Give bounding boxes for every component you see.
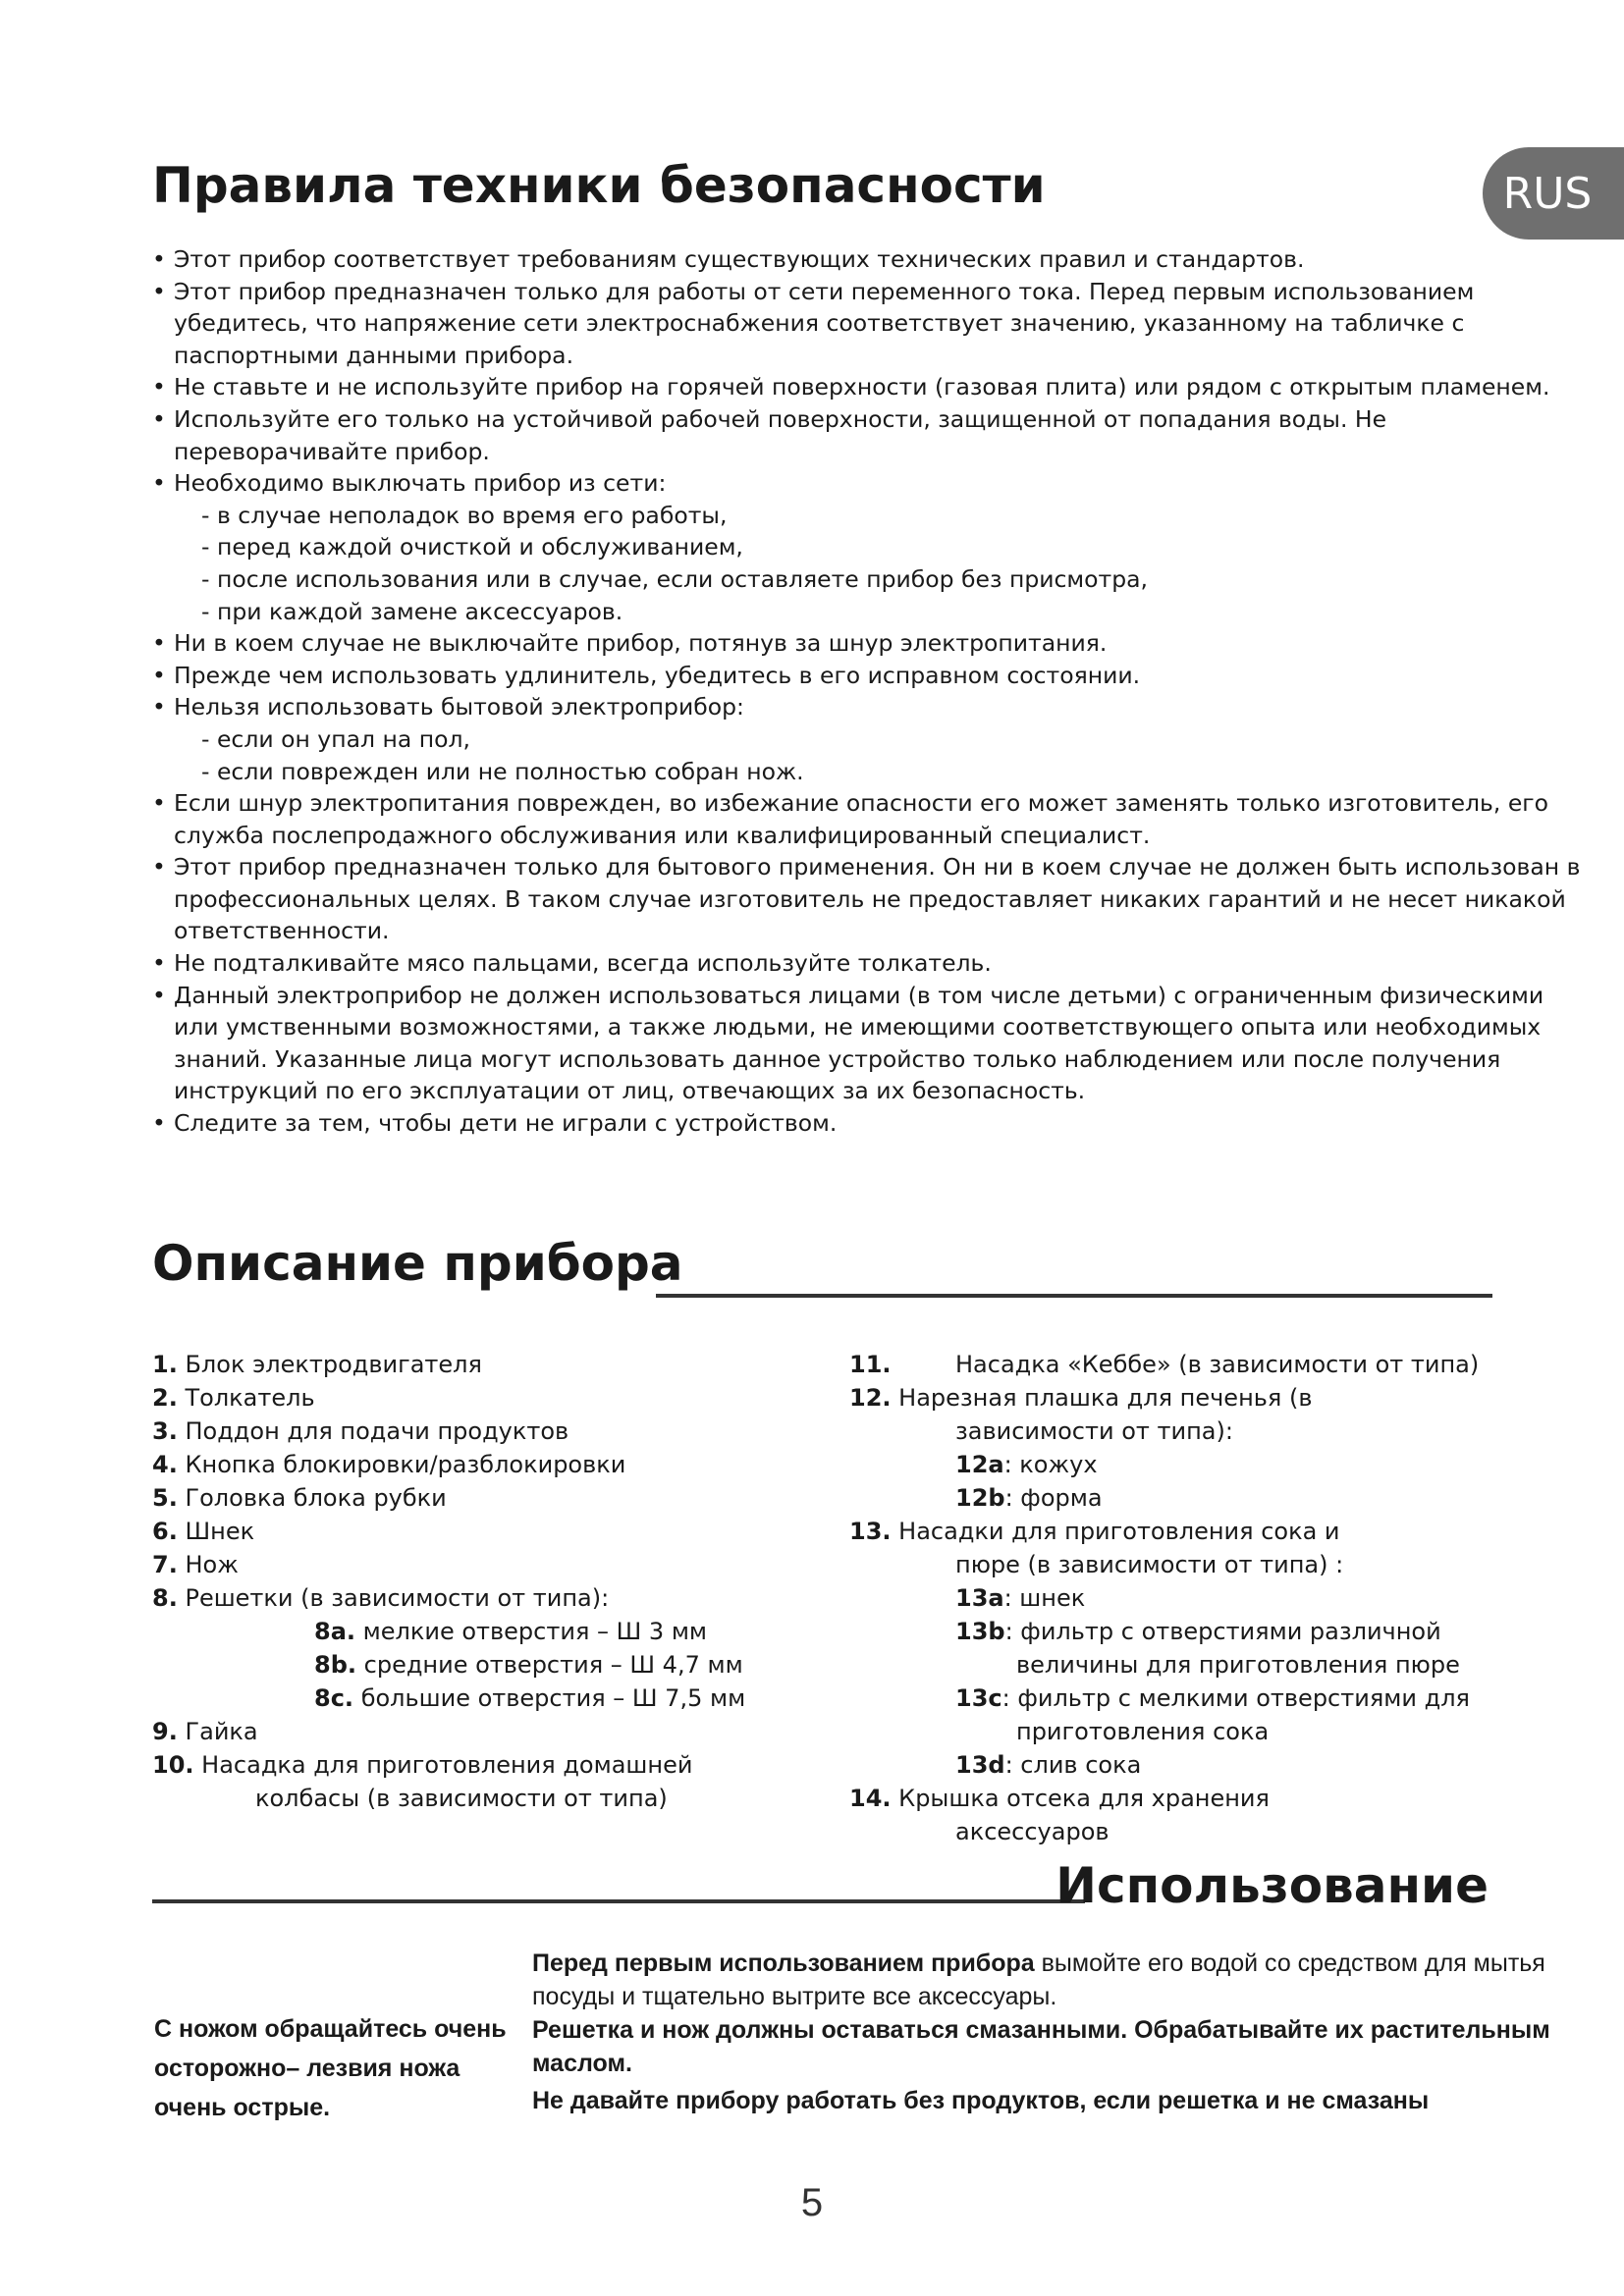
part-item-14: 14. Крышка отсека для хранения — [849, 1785, 1270, 1812]
safety-sub-item: - при каждой замене аксессуаров. — [201, 597, 623, 625]
safety-bullet-text: Этот прибор предназначен только для бытового применения. Он ни в коем случае не должен быть использован в профессиональных целях. В таком случае изготовитель не предоставляет никаких гарантий и не несет никакой ответственности. — [174, 853, 1581, 945]
safety-bullet-text: Нельзя использовать бытовой электроприбор: — [174, 693, 744, 721]
safety-bullet-text: Прежде чем использовать удлинитель, убедитесь в его исправном состоянии. — [174, 661, 1141, 689]
safety-bullet — [152, 851, 1596, 947]
part-item-6: 6. Шнек — [152, 1518, 255, 1545]
safety-bullet — [152, 787, 1596, 851]
safety-bullet — [152, 947, 1596, 980]
part-item-13: 13. Насадки для приготовления сока и — [849, 1518, 1340, 1545]
safety-bullet — [152, 980, 1596, 1107]
safety-bullet — [152, 276, 1596, 372]
description-title-rule — [656, 1294, 1492, 1298]
usage-paragraph-3: Не давайте прибору работать без продуктов, если решетка и не смазаны — [532, 2087, 1430, 2114]
safety-sub-item: - перед каждой очисткой и обслуживанием, — [201, 533, 743, 561]
part-item-8a: 8a. мелкие отверстия – Ш 3 мм — [314, 1618, 708, 1645]
part-item-11: 11. Насадка «Кеббе» (в зависимости от типа) — [849, 1351, 1480, 1378]
part-item-14-cont: аксессуаров — [955, 1818, 1110, 1845]
safety-title: Правила техники безопасности — [152, 157, 1046, 214]
safety-bullet-text: Ни в коем случае не выключайте прибор, потянув за шнур электропитания. — [174, 629, 1108, 658]
part-item-7: 7. Нож — [152, 1551, 239, 1578]
safety-bullet-text: Этот прибор предназначен только для работы от сети переменного тока. Перед первым использованием убедитесь, что напряжение сети электроснабжения соответствует значению, указанному на табличке с паспортными данными прибора. — [174, 277, 1475, 369]
part-item-4: 4. Кнопка блокировки/разблокировки — [152, 1451, 626, 1478]
safety-bullet — [152, 691, 1596, 787]
safety-bullet-text: Используйте его только на устойчивой рабочей поверхности, защищенной от попадания воды. Не переворачивайте прибор. — [174, 404, 1387, 465]
parts-list-left — [152, 1348, 859, 1815]
safety-bullet — [152, 371, 1596, 403]
part-item-5: 5. Головка блока рубки — [152, 1484, 447, 1512]
part-item-1: 1. Блок электродвигателя — [152, 1351, 482, 1378]
safety-bullet — [152, 1107, 1596, 1140]
part-item-12b: 12b: форма — [955, 1484, 1103, 1512]
safety-bullet-text: Не подталкивайте мясо пальцами, всегда используйте толкатель. — [174, 949, 992, 978]
description-title: Описание прибора — [152, 1235, 683, 1292]
safety-bullet-text: Данный электроприбор не должен использоваться лицами (в том числе детьми) с ограниченным физическими или умственными возможностями, а также людьми, не имеющими соответствующего опыта или необходимых знаний. Указанные лица могут использовать данное устройство только наблюдением или после получения инструкций по его эксплуатации от лиц, отвечающих за их безопасность. — [174, 981, 1544, 1105]
part-item-8c: 8c. большие отверстия – Ш 7,5 мм — [314, 1684, 746, 1712]
part-item-2: 2. Толкатель — [152, 1384, 315, 1412]
part-item-9: 9. Гайка — [152, 1718, 258, 1745]
part-item-8b: 8b. средние отверстия – Ш 4,7 мм — [314, 1651, 743, 1679]
safety-bullet — [152, 243, 1596, 276]
part-item-12: 12. Нарезная плашка для печенья (в — [849, 1384, 1313, 1412]
part-item-3: 3. Поддон для подачи продуктов — [152, 1417, 569, 1445]
page-number: 5 — [800, 2181, 824, 2224]
safety-bullet — [152, 627, 1596, 660]
safety-bullet-text: Не ставьте и не используйте прибор на горячей поверхности (газовая плита) или рядом с открытым пламенем. — [174, 373, 1550, 401]
usage-instructions — [532, 1947, 1602, 2117]
language-tab-rus: RUS — [1483, 147, 1624, 240]
part-item-13-cont: пюре (в зависимости от типа) : — [955, 1551, 1344, 1578]
safety-sub-item: - если поврежден или не полностью собран нож. — [201, 757, 804, 785]
parts-list-right — [849, 1348, 1556, 1848]
part-item-13a: 13a: шнек — [955, 1584, 1086, 1612]
safety-list — [152, 243, 1596, 1140]
part-item-12-cont: зависимости от типа): — [955, 1417, 1233, 1445]
safety-sub-item: - после использования или в случае, если оставляете прибор без присмотра, — [201, 564, 1149, 593]
usage-title: Использование — [1056, 1857, 1489, 1914]
part-item-10-cont: колбасы (в зависимости от типа) — [255, 1785, 668, 1812]
part-item-13c: 13c: фильтр с мелкими отверстиями для — [955, 1684, 1470, 1712]
usage-paragraph-1: Перед первым использованием прибора вымойте его водой со средством для мытья посуды и тщательно вытрите все аксессуары. — [532, 1949, 1545, 2010]
part-item-13b-cont: величины для приготовления пюре — [1016, 1651, 1460, 1679]
usage-title-rule — [152, 1899, 1085, 1903]
knife-warning: С ножом обращайтесь очень осторожно– лезвия ножа очень острые. — [154, 2015, 507, 2121]
usage-paragraph-2: Решетка и нож должны оставаться смазанными. Обрабатывайте их растительным маслом. — [532, 2016, 1550, 2077]
safety-bullet-text: Следите за тем, чтобы дети не играли с устройством. — [174, 1109, 838, 1138]
safety-sub-item: - если он упал на пол, — [201, 724, 470, 753]
safety-bullet-text: Если шнур электропитания поврежден, во избежание опасности его может заменять только изготовитель, его служба послепродажного обслуживания или квалифицированный специалист. — [174, 789, 1549, 849]
safety-bullet — [152, 403, 1596, 467]
part-item-13c-cont: приготовления сока — [1016, 1718, 1270, 1745]
safety-sub-item: - в случае неполадок во время его работы, — [201, 501, 728, 529]
part-item-13b: 13b: фильтр с отверстиями различной — [955, 1618, 1441, 1645]
safety-bullet-text: Необходимо выключать прибор из сети: — [174, 469, 667, 498]
safety-bullet-text: Этот прибор соответствует требованиям существующих технических правил и стандартов. — [174, 245, 1305, 273]
part-item-13d: 13d: слив сока — [955, 1751, 1142, 1779]
part-item-8: 8. Решетки (в зависимости от типа): — [152, 1584, 610, 1612]
part-item-12a: 12a: кожух — [955, 1451, 1098, 1478]
safety-bullet — [152, 467, 1596, 627]
part-item-10: 10. Насадка для приготовления домашней — [152, 1751, 693, 1779]
safety-bullet — [152, 660, 1596, 692]
